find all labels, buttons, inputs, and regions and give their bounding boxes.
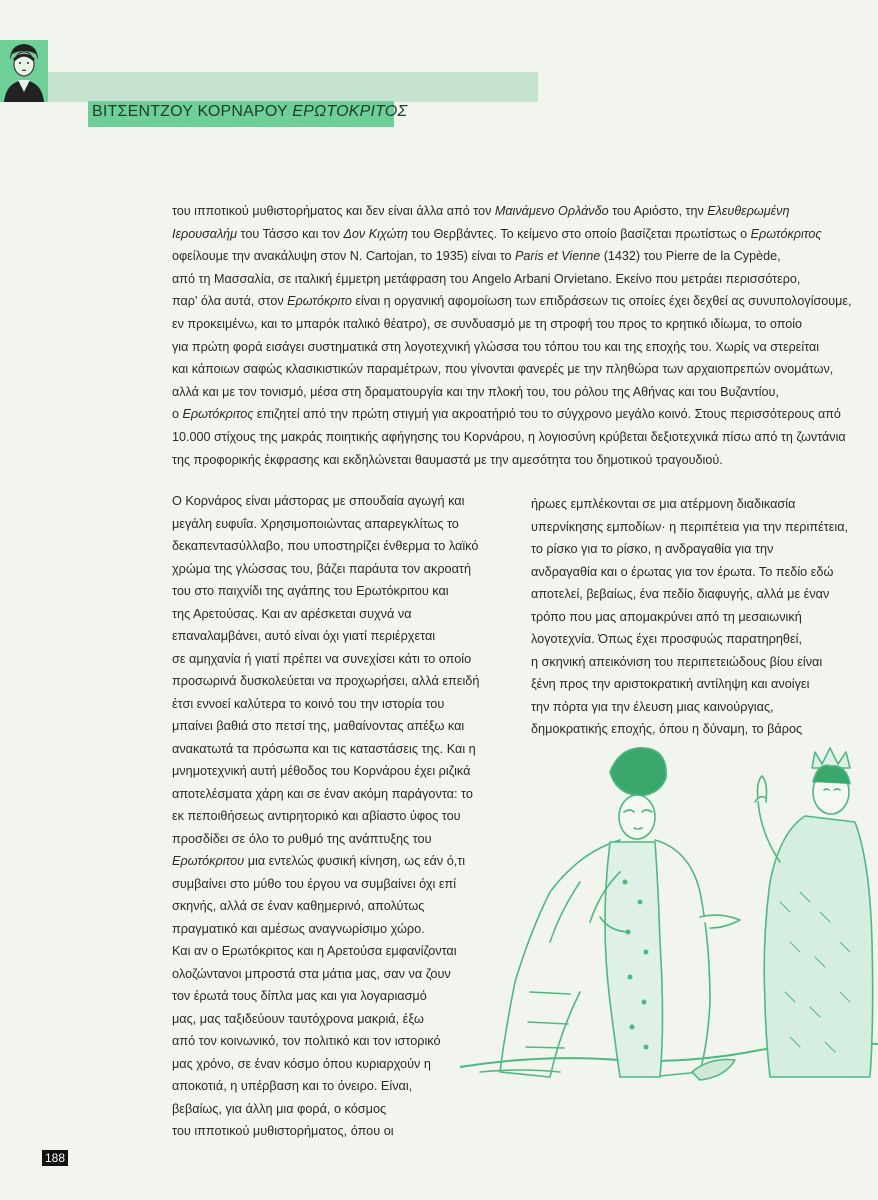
author-portrait	[0, 40, 48, 102]
text-line: Και αν ο Ερωτόκριτος και η Αρετούσα εμφανίζονται	[172, 944, 457, 958]
text-line: προσωρινά δυσκολεύεται να προχωρήσει, αλλά επειδή	[172, 674, 480, 688]
title-author: ΒΙΤΣΕΝΤΖΟΥ ΚΟΡΝΑΡΟΥ	[92, 103, 288, 120]
text-line: αποκοτιά, η υπέρβαση και το όνειρο. Είναι,	[172, 1079, 413, 1093]
intro-line: του ιπποτικού μυθιστορήματος και δεν είναι άλλα από τον Μαινάμενο Ορλάνδο του Αριόστο, την Ελευθερωμένη	[172, 204, 790, 218]
intro-line: παρ' όλα αυτά, στον Ερωτόκριτο είναι η οργανική αφομοίωση των επιδράσεων τις οποίες έχει δεχθεί ας συνυπολογίσουμε,	[172, 294, 852, 309]
illustration-erotokritos-aretousa	[460, 742, 878, 1122]
intro-line: της προφορικής έκφρασης και εκδηλώνεται θαυμαστά με την αμεσότητα του δημοτικού τραγουδιού.	[172, 452, 723, 467]
text-line: πραγματικό και αμέσως αναγνωρίσιμο χώρο.	[172, 921, 425, 936]
text-line: επαναλαμβάνει, αυτό είναι όχι γιατί περιέρχεται	[172, 629, 436, 643]
intro-paragraph	[172, 200, 852, 471]
text-line: την πόρτα για την έλευση μιας καινούργιας,	[531, 699, 774, 714]
intro-line: 10.000 στίχους της μακράς ποιητικής αφήγησης του Κορνάρου, η λογιοσύνη κρύβεται δεξιοτεχνικά πίσω από τη ζωντάνια	[172, 429, 846, 444]
page-number: 188	[42, 1150, 68, 1166]
intro-line: αλλά και με τον τονισμό, μέσα στη δραματουργία και την πλοκή του, του ρόλου της Αθήνας και του Βυζαντίου,	[172, 384, 779, 399]
right-column	[531, 493, 849, 741]
title-work: ΕΡΩΤΟΚΡΙΤΟΣ	[292, 103, 408, 120]
text-line: Ο Κορνάρος είναι μάστορας με σπουδαία αγωγή και	[172, 494, 465, 508]
text-line: από τον κοινωνικό, τον πολιτικό και τον ιστορικό	[172, 1034, 441, 1048]
text-line: το ρίσκο για το ρίσκο, η ανδραγαθία για την	[531, 542, 774, 556]
text-line: δεκαπεντασύλλαβο, που υποστηρίζει ένθερμα το λαϊκό	[172, 539, 479, 553]
left-column	[172, 490, 480, 1143]
text-line: μεγάλη ευφυΐα. Χρησιμοποιώντας απαρεγκλίτως το	[172, 516, 459, 531]
text-line: μας χρόνο, σε έναν κόσμο όπου κυριαρχούν η	[172, 1056, 431, 1071]
text-line: συμβαίνει στο μύθο του έργου να συμβαίνει όχι επί	[172, 876, 457, 891]
text-line: τον έρωτά τους δίπλα μας και για λογαριασμό	[172, 989, 427, 1003]
intro-line: Ιερουσαλήμ του Τάσσο και τον Δον Κιχώτη του Θερβάντες. Το κείμενο στο οποίο βασίζεται πρωτίστως ο Ερωτόκριτος	[172, 226, 822, 241]
page-title	[88, 101, 408, 127]
text-line: προσδίδει σε όλο το ρυθμό της ανάπτυξης του	[172, 831, 432, 846]
text-line: ανακατωτά τα πρόσωπα και τις καταστάσεις της. Και η	[172, 741, 476, 756]
text-line: υπερνίκησης εμποδίων· η περιπέτεια για την περιπέτεια,	[531, 519, 849, 534]
text-line: μας, μας ταξιδεύουν ταυτόχρονα μακριά, έξω	[172, 1011, 424, 1026]
italic-title: Ερωτόκριτου	[172, 854, 245, 868]
text-line: σκηνής, αλλά σε έναν καθημερινό, απολύτως	[172, 899, 425, 913]
intro-line: εν προκειμένω, και το μπαρόκ ιταλικό θέατρο), σε συνδυασμό με τη στροφή του προς το κρητικό ιδίωμα, το οποίο	[172, 316, 803, 331]
text-line: η σκηνική απεικόνιση του περιπετειώδους βίου είναι	[531, 654, 823, 669]
intro-line: για πρώτη φορά εισάγει συστηματικά στη λογοτεχνική γλώσσα του τόπου του και της εποχής του. Χωρίς να στερείται	[172, 339, 820, 354]
text-line: μνημοτεχνική αυτή μέθοδος του Κορνάρου έχει ριζικά	[172, 764, 471, 778]
text-line: ήρωες εμπλέκονται σε μια ατέρμονη διαδικασία	[531, 497, 796, 511]
text-line: τρόπο που μας απομακρύνει από τη μεσαιωνική	[531, 609, 802, 624]
header-band	[48, 72, 538, 102]
intro-line: από τη Μασσαλία, σε ιταλική έμμετρη μετάφραση του Angelo Arbani Orvietano. Εκείνο που μετράει περισσότερο,	[172, 271, 801, 286]
text-line: Ερωτόκριτου μια εντελώς φυσική κίνηση, ως εάν ό,τι	[172, 854, 466, 868]
text-line: ολοζώντανοι μπροστά στα μάτια μας, σαν να ζουν	[172, 966, 451, 981]
text-line: αποτελέσματα χάρη και σε έναν ακόμη παράγοντα: το	[172, 786, 473, 801]
text-line: ξένη προς την αριστοκρατική αντίληψη και ανοίγει	[531, 677, 810, 691]
text-line: μπαίνει βαθιά στο πετσί της, μαθαίνοντας απέξω και	[172, 719, 465, 733]
intro-line: οφείλουμε την ανακάλυψη στον N. Cartojan, το 1935) είναι το Paris et Vienne (1432) του Pierre de la Cypède,	[172, 249, 781, 264]
intro-line: και κάποιων σαφώς κλασικιστικών παραμέτρων, που γίνονται φανερές με την πληθώρα των αρχαιοπρεπών ονομάτων,	[172, 362, 834, 377]
text-line: λογοτεχνία. Όπως έχει προσφυώς παρατηρηθεί,	[531, 632, 802, 646]
text-line: της Αρετούσας. Και αν αρέσκεται συχνά να	[172, 606, 412, 621]
text-line: βεβαίως, για άλλη μια φορά, ο κόσμος	[172, 1101, 387, 1116]
text-line: ανδραγαθία και ο έρωτας για τον έρωτα. Το πεδίο εδώ	[531, 564, 834, 579]
text-line: δημοκρατικής εποχής, όπου η δύναμη, το βάρος	[531, 722, 803, 736]
text-line: έτσι εννοεί καλύτερα το κοινό του την ιστορία του	[172, 696, 445, 711]
intro-line: ο Ερωτόκριτος επιζητεί από την πρώτη στιγμή για ακροατήριό του το σύγχρονο μεγάλο κοινό. Στους περισσότερους από	[172, 407, 841, 422]
text-line: χρώμα της γλώσσας του, βάζει παράυτα τον ακροατή	[172, 561, 472, 576]
text-line: σε αμηχανία ή γιατί πρέπει να συνεχίσει κάτι το οποίο	[172, 651, 472, 666]
text-line: αποτελεί, βεβαίως, ένα πεδίο διαφυγής, αλλά με έναν	[531, 587, 830, 601]
text-line: εκ πεποιθήσεως αντιρητορικό και αβίαστο ύφος του	[172, 809, 461, 823]
text-line: του στο παιχνίδι της αγάπης του Ερωτόκριτου και	[172, 584, 449, 598]
text-line: του ιπποτικού μυθιστορήματος, όπου οι	[172, 1124, 394, 1138]
